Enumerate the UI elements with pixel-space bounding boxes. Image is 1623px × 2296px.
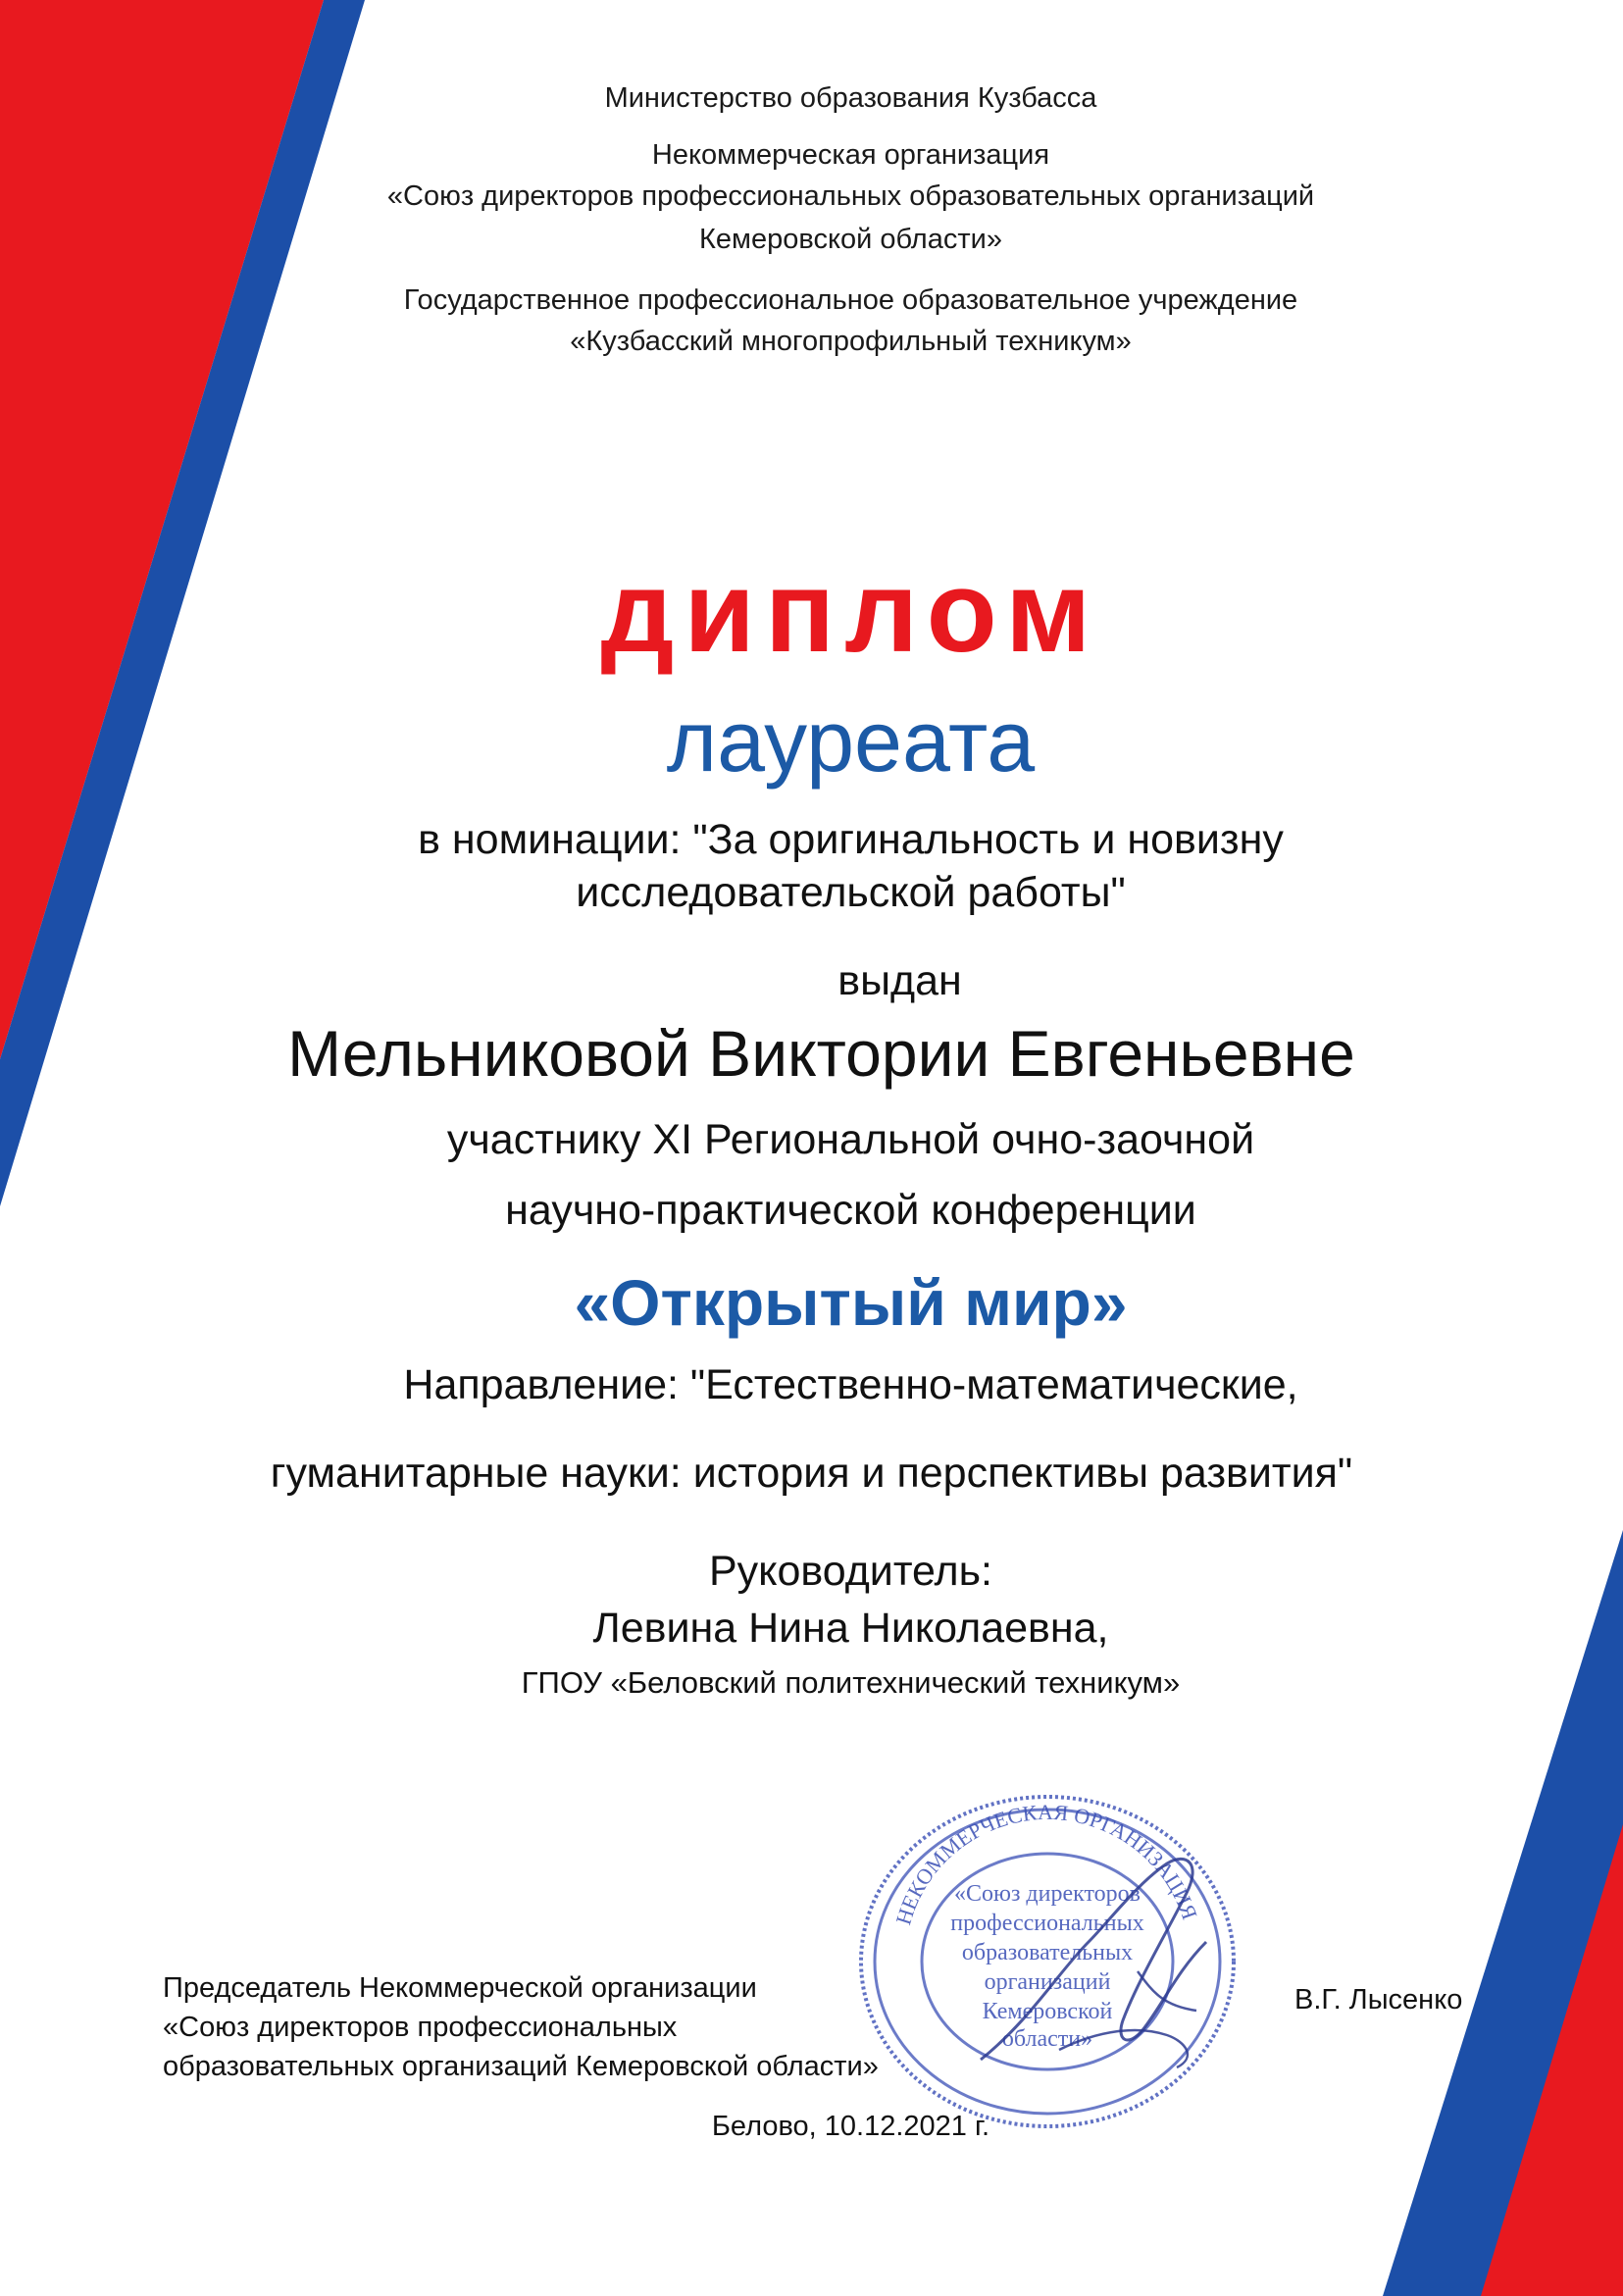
- recipient-name: Мельниковой Виктории Евгеньевне: [287, 1017, 1355, 1090]
- direction-line-2: гуманитарные науки: история и перспективы развития": [270, 1450, 1353, 1497]
- institution-line-2: «Кузбасский многопрофильный техникум»: [570, 326, 1132, 357]
- institution-line-1: Государственное профессиональное образовательное учреждение: [403, 284, 1298, 316]
- diploma-title: диплом: [600, 547, 1101, 677]
- org-line-1: Некоммерческая организация: [651, 139, 1050, 171]
- svg-text:организаций: организаций: [984, 1969, 1111, 1995]
- supervisor-name: Левина Нина Николаевна,: [592, 1605, 1109, 1652]
- svg-text:Кемеровской: Кемеровской: [982, 1999, 1113, 2024]
- chairman-line-1: Председатель Некоммерческой организации: [163, 1972, 757, 2004]
- participant-line-2: научно-практической конференции: [505, 1187, 1196, 1234]
- conference-name: «Открытый мир»: [574, 1266, 1128, 1339]
- svg-text:«Союз директоров: «Союз директоров: [954, 1881, 1141, 1907]
- chairman-line-3: образовательных организаций Кемеровской области»: [163, 2051, 879, 2082]
- ministry-line: Министерство образования Кузбасса: [604, 82, 1097, 114]
- chairman-block: [163, 1968, 879, 2086]
- chairman-line-2: «Союз директоров профессиональных: [163, 2012, 678, 2043]
- org-line-2: «Союз директоров профессиональных образовательных организаций: [386, 180, 1315, 212]
- org-line-3: Кемеровской области»: [699, 224, 1002, 255]
- signer-name: В.Г. Лысенко: [1294, 1984, 1463, 2015]
- diploma-subtitle: лауреата: [666, 692, 1036, 790]
- supervisor-organization: ГПОУ «Беловский политехнический техникум»: [521, 1665, 1181, 1700]
- direction-line-1: Направление: "Естественно-математические,: [403, 1361, 1298, 1408]
- signature: [941, 1824, 1265, 2118]
- supervisor-label: Руководитель:: [709, 1548, 992, 1595]
- place-and-date: Белово, 10.12.2021 г.: [711, 2111, 990, 2142]
- issued-label: выдан: [837, 957, 962, 1004]
- participant-line-1: участнику XI Региональной очно-заочной: [446, 1116, 1255, 1163]
- nomination-line-2: исследовательской работы": [576, 869, 1126, 916]
- svg-text:образовательных: образовательных: [961, 1940, 1134, 1965]
- svg-text:НЕКОММЕРЧЕСКАЯ ОРГАНИЗАЦИЯ: НЕКОММЕРЧЕСКАЯ ОРГАНИЗАЦИЯ: [890, 1799, 1203, 1928]
- nomination-line-1: в номинации: "За оригинальность и новизну: [418, 816, 1284, 863]
- svg-text:профессиональных: профессиональных: [950, 1911, 1144, 1936]
- svg-text:области»: области»: [1001, 2026, 1093, 2052]
